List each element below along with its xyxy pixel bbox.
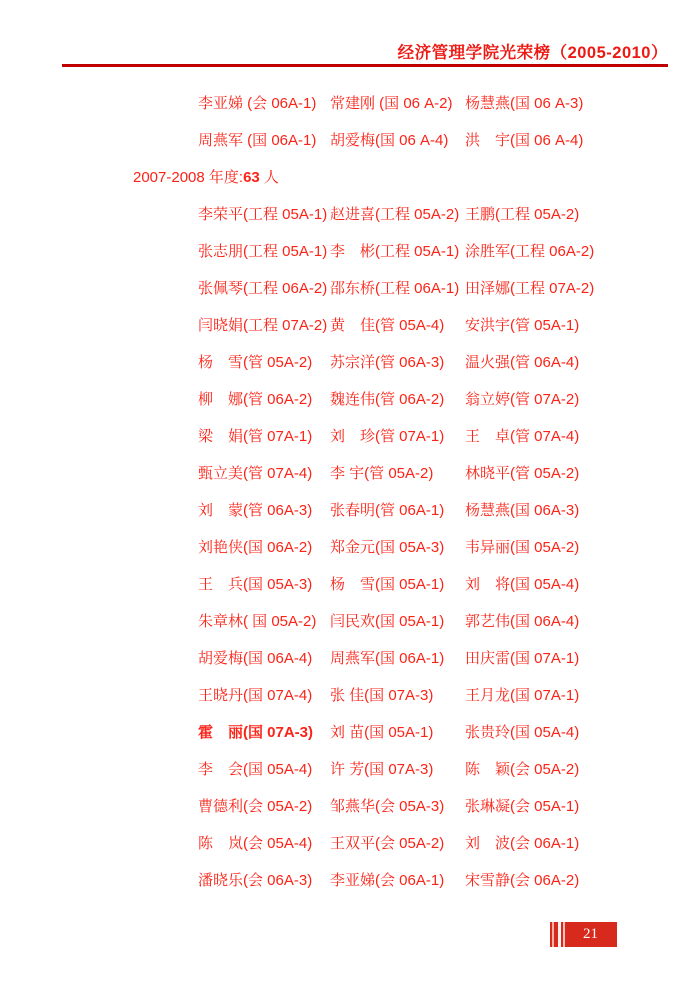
honoree-entry: 张佩琴(工程 06A-2) bbox=[198, 280, 328, 297]
honoree-entry: 周燕军(国 06A-1) bbox=[330, 650, 445, 667]
honor-roll-row bbox=[0, 575, 700, 612]
honoree-entry: 李亚娣(会 06A-1) bbox=[330, 872, 445, 889]
honoree-entry: 张 佳(国 07A-3) bbox=[330, 687, 434, 704]
honoree-entry: 翁立婷(管 07A-2) bbox=[465, 391, 580, 408]
honor-roll-row bbox=[0, 242, 700, 279]
honoree-entry: 黄 佳(管 05A-4) bbox=[330, 317, 445, 334]
year-section-count: 63 bbox=[243, 169, 260, 186]
honoree-entry: 朱章林( 国 05A-2) bbox=[198, 613, 317, 630]
honoree-entry: 甄立美(管 07A-4) bbox=[198, 465, 313, 482]
honor-roll-row bbox=[0, 353, 700, 390]
honoree-entry: 邹燕华(会 05A-3) bbox=[330, 798, 445, 815]
honoree-entry: 苏宗洋(管 06A-3) bbox=[330, 354, 445, 371]
honoree-entry: 陈 岚(会 05A-4) bbox=[198, 835, 313, 852]
honoree-entry: 郑金元(国 05A-3) bbox=[330, 539, 445, 556]
honoree-entry: 杨慧燕(国 06 A-3) bbox=[465, 95, 584, 112]
honor-roll-row bbox=[0, 723, 700, 760]
honoree-entry: 李 宇(管 05A-2) bbox=[330, 465, 434, 482]
year-section-suffix: 人 bbox=[259, 169, 279, 186]
honoree-entry: 田庆雷(国 07A-1) bbox=[465, 650, 580, 667]
honor-roll-row bbox=[0, 279, 700, 316]
honoree-entry: 常建刚 (国 06 A-2) bbox=[330, 95, 453, 112]
honor-roll-row bbox=[0, 612, 700, 649]
honoree-entry: 周燕军 (国 06A-1) bbox=[198, 132, 317, 149]
honoree-entry: 潘晓乐(会 06A-3) bbox=[198, 872, 313, 889]
honoree-entry: 柳 娜(管 06A-2) bbox=[198, 391, 313, 408]
honoree-entry: 林晓平(管 05A-2) bbox=[465, 465, 580, 482]
honoree-entry: 张志朋(工程 05A-1) bbox=[198, 243, 328, 260]
honoree-entry: 魏连伟(管 06A-2) bbox=[330, 391, 445, 408]
honoree-entry: 刘 波(会 06A-1) bbox=[465, 835, 580, 852]
page-number-badge bbox=[550, 922, 617, 947]
honoree-entry: 王双平(会 05A-2) bbox=[330, 835, 445, 852]
honor-roll-row bbox=[0, 501, 700, 538]
honor-roll-row bbox=[0, 390, 700, 427]
honor-roll-row bbox=[0, 538, 700, 575]
honoree-entry: 王 兵(国 05A-3) bbox=[198, 576, 313, 593]
honoree-entry: 杨 雪(国 05A-1) bbox=[330, 576, 445, 593]
header-rule bbox=[62, 64, 668, 67]
honoree-entry: 胡爱梅(国 06A-4) bbox=[198, 650, 313, 667]
honor-roll-row bbox=[0, 834, 700, 871]
honoree-entry: 李 会(国 05A-4) bbox=[198, 761, 313, 778]
honoree-entry: 洪 宇(国 06 A-4) bbox=[465, 132, 584, 149]
honoree-entry: 张贵玲(国 05A-4) bbox=[465, 724, 580, 741]
honor-roll-row bbox=[0, 427, 700, 464]
honor-roll-row bbox=[0, 686, 700, 723]
honor-roll-row bbox=[0, 94, 700, 131]
honoree-entry: 刘艳侠(国 06A-2) bbox=[198, 539, 313, 556]
honoree-entry: 李 彬(工程 05A-1) bbox=[330, 243, 460, 260]
year-section-prefix: 2007-2008 年度: bbox=[133, 169, 244, 186]
honoree-entry: 霍 丽(国 07A-3) bbox=[198, 724, 314, 741]
year-section-header bbox=[0, 168, 700, 205]
honoree-entry: 梁 娟(管 07A-1) bbox=[198, 428, 313, 445]
honoree-entry: 胡爱梅(国 06 A-4) bbox=[330, 132, 449, 149]
honoree-entry: 韦异丽(国 05A-2) bbox=[465, 539, 580, 556]
honor-roll-row bbox=[0, 205, 700, 242]
honoree-entry: 温火强(管 06A-4) bbox=[465, 354, 580, 371]
honor-roll-row bbox=[0, 131, 700, 168]
honoree-entry: 杨慧燕(国 06A-3) bbox=[465, 502, 580, 519]
honoree-entry: 安洪宇(管 05A-1) bbox=[465, 317, 580, 334]
honor-roll-row bbox=[0, 871, 700, 908]
honoree-entry: 王鹏(工程 05A-2) bbox=[465, 206, 580, 223]
honoree-entry: 刘 苗(国 05A-1) bbox=[330, 724, 434, 741]
honor-roll-row bbox=[0, 464, 700, 501]
honor-roll-row bbox=[0, 760, 700, 797]
honoree-entry: 涂胜军(工程 06A-2) bbox=[465, 243, 595, 260]
honoree-entry: 曹德利(会 05A-2) bbox=[198, 798, 313, 815]
honoree-entry: 王月龙(国 07A-1) bbox=[465, 687, 580, 704]
honoree-entry: 李亚娣 (会 06A-1) bbox=[198, 95, 317, 112]
page-number: 21 bbox=[583, 926, 598, 942]
page-title: 经济管理学院光荣榜（2005-2010） bbox=[397, 44, 668, 62]
honor-roll-row bbox=[0, 797, 700, 834]
honoree-entry: 田泽娜(工程 07A-2) bbox=[465, 280, 595, 297]
honor-roll-row bbox=[0, 649, 700, 686]
honoree-entry: 宋雪静(会 06A-2) bbox=[465, 872, 580, 889]
honor-roll-lines bbox=[0, 94, 700, 908]
honoree-entry: 张春明(管 06A-1) bbox=[330, 502, 445, 519]
honoree-entry: 王 卓(管 07A-4) bbox=[465, 428, 580, 445]
honoree-entry: 刘 蒙(管 06A-3) bbox=[198, 502, 313, 519]
honoree-entry: 许 芳(国 07A-3) bbox=[330, 761, 434, 778]
honoree-entry: 邵东桥(工程 06A-1) bbox=[330, 280, 460, 297]
honoree-entry: 郭艺伟(国 06A-4) bbox=[465, 613, 580, 630]
honoree-entry: 陈 颖(会 05A-2) bbox=[465, 761, 580, 778]
honoree-entry: 张琳凝(会 05A-1) bbox=[465, 798, 580, 815]
honor-roll-row bbox=[0, 316, 700, 353]
honoree-entry: 刘 珍(管 07A-1) bbox=[330, 428, 445, 445]
honoree-entry: 李荣平(工程 05A-1) bbox=[198, 206, 328, 223]
honoree-entry: 闫晓娟(工程 07A-2) bbox=[198, 317, 328, 334]
honoree-entry: 刘 将(国 05A-4) bbox=[465, 576, 580, 593]
honoree-entry: 王晓丹(国 07A-4) bbox=[198, 687, 313, 704]
honoree-entry: 闫民欢(国 05A-1) bbox=[330, 613, 445, 630]
honoree-entry: 赵进喜(工程 05A-2) bbox=[330, 206, 460, 223]
honoree-entry: 杨 雪(管 05A-2) bbox=[198, 354, 313, 371]
